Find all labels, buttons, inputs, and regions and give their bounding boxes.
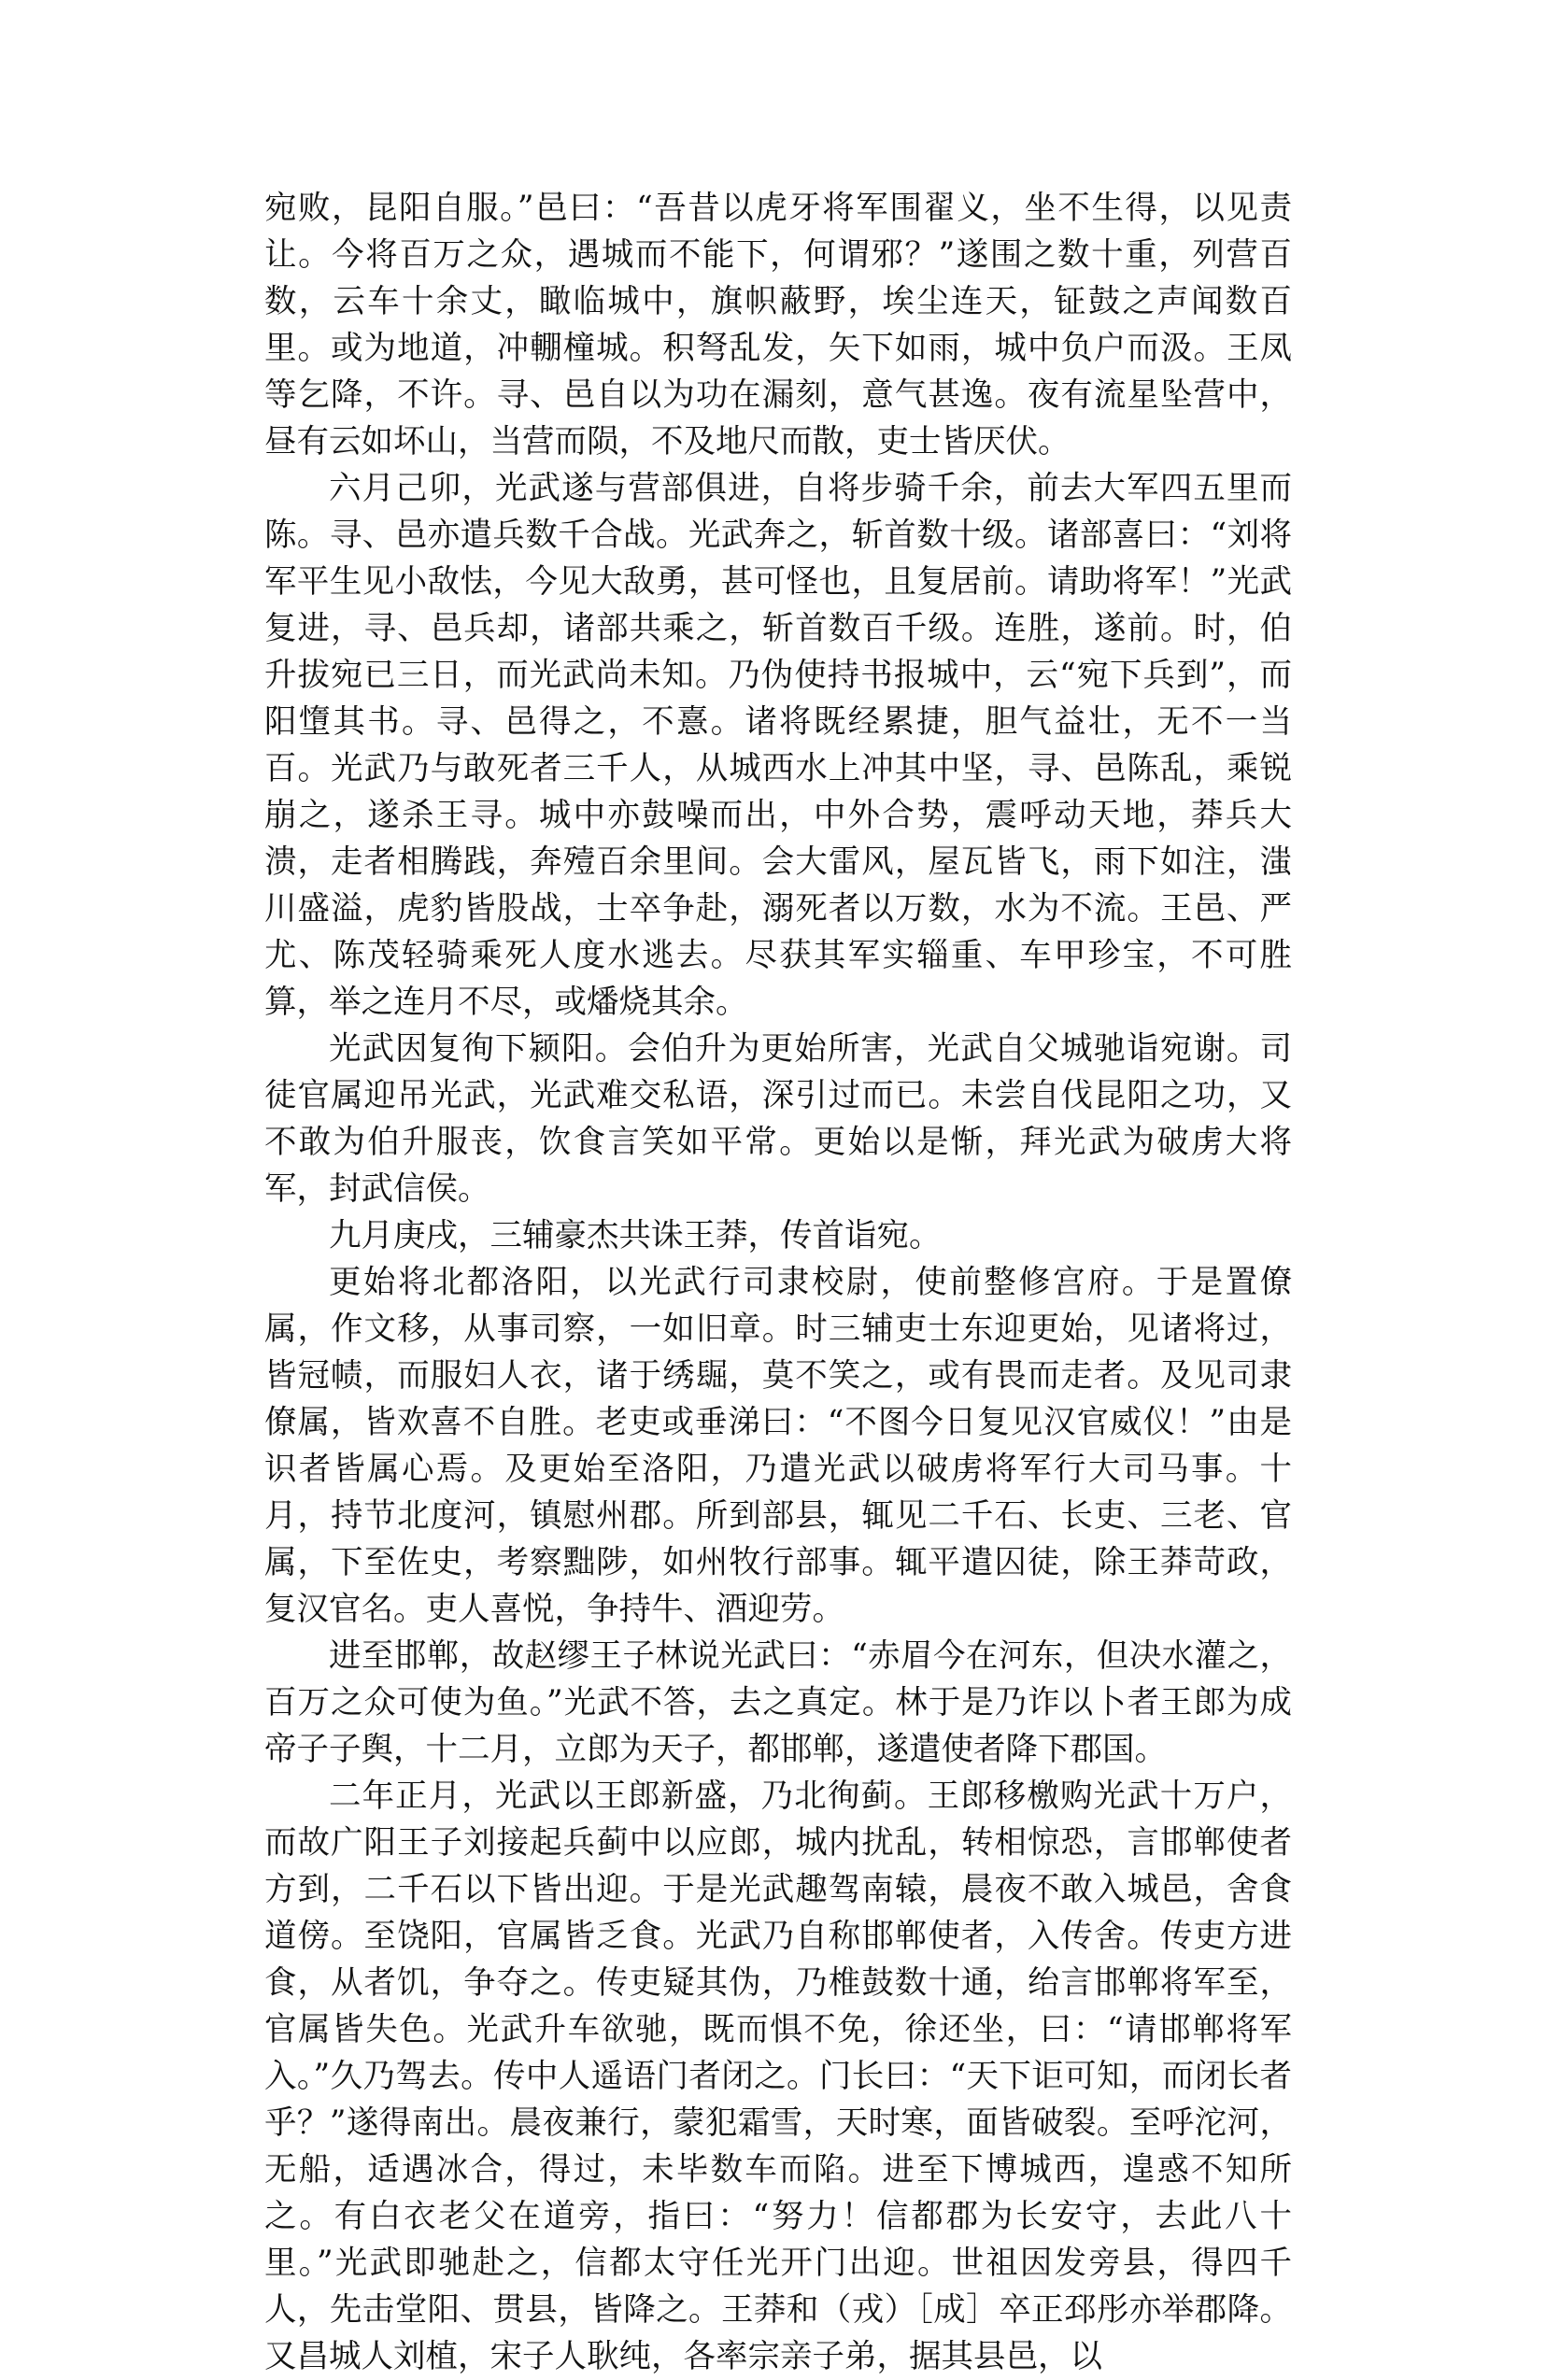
paragraph-3: 光武因复徇下颍阳。会伯升为更始所害，光武自父城驰诣宛谢。司徒官属迎吊光武，光武难交私语，深引过而已。未尝自伐昆阳之功，又不敢为伯升服丧，饮食言笑如平常。更始以是惭，拜光武为破虏大将军，封武信侯。 — [264, 1030, 1292, 1208]
paragraph-1: 宛败，昆阳自服。”邑曰：“吾昔以虎牙将军围翟义，坐不生得，以见责让。今将百万之众，遇城而不能下，何谓邪？”遂围之数十重，列营百数，云车十余丈，瞰临城中，旗帜蔽野，埃尘连天，钲鼓之声闻数百里。或为地道，冲輣橦城。积弩乱发，矢下如雨，城中负户而汲。王凤等乞降，不许。寻、邑自以为功在漏刻，意气甚逸。夜有流星坠营中，昼有云如坏山，当营而陨，不及地尺而散，吏士皆厌伏。 — [264, 190, 1292, 460]
paragraph-6: 进至邯郸，故赵缪王子林说光武曰：“赤眉今在河东，但决水灌之，百万之众可使为鱼。”光武不答，去之真定。林于是乃诈以卜者王郎为成帝子子舆，十二月，立郎为天子，都邯郸，遂遣使者降下郡国。 — [264, 1637, 1292, 1768]
paragraph-7: 二年正月，光武以王郎新盛，乃北徇蓟。王郎移檄购光武十万户，而故广阳王子刘接起兵蓟中以应郎，城内扰乱，转相惊恐，言邯郸使者方到，二千石以下皆出迎。于是光武趣驾南辕，晨夜不敢入城邑，舍食道傍。至饶阳，官属皆乏食。光武乃自称邯郸使者，入传舍。传吏方进食，从者饥，争夺之。传吏疑其伪，乃椎鼓数十通，绐言邯郸将军至，官属皆失色。光武升车欲驰，既而惧不免，徐还坐，曰：“请邯郸将军入。”久乃驾去。传中人遥语门者闭之。门长曰：“天下讵可知，而闭长者乎？”遂得南出。晨夜兼行，蒙犯霜雪，天时寒，面皆破裂。至呼沱河，无船，适遇冰合，得过，未毕数车而陷。进至下博城西，遑惑不知所之。有白衣老父在道旁，指曰：“努力！信都郡为长安守，去此八十里。”光武即驰赴之，信都太守任光开门出迎。世祖因发旁县，得四千人，先击堂阳、贯县，皆降之。王莽和（戎）［成］卒正邳彤亦举郡降。又昌城人刘植，宋子人耿纯，各率宗亲子弟，据其县邑，以 — [264, 1778, 1292, 2375]
paragraph-5: 更始将北都洛阳，以光武行司隶校尉，使前整修宫府。于是置僚属，作文移，从事司察，一如旧章。时三辅吏士东迎更始，见诸将过，皆冠帻，而服妇人衣，诸于绣镼，莫不笑之，或有畏而走者。及见司隶僚属，皆欢喜不自胜。老吏或垂涕曰：“不图今日复见汉官威仪！”由是识者皆属心焉。及更始至洛阳，乃遣光武以破虏将军行大司马事。十月，持节北度河，镇慰州郡。所到部县，辄见二千石、长吏、三老、官属，下至佐史，考察黜陟，如州牧行部事。辄平遣囚徒，除王莽苛政，复汉官名。吏人喜悦，争持牛、酒迎劳。 — [264, 1264, 1292, 1628]
paragraph-4: 九月庚戌，三辅豪杰共诛王莽，传首诣宛。 — [329, 1217, 942, 1254]
document-page — [264, 185, 1292, 2380]
paragraph-2: 六月己卯，光武遂与营部俱进，自将步骑千余，前去大军四五里而陈。寻、邑亦遣兵数千合战。光武奔之，斩首数十级。诸部喜曰：“刘将军平生见小敌怯，今见大敌勇，甚可怪也，且复居前。请助将军！”光武复进，寻、邑兵却，诸部共乘之，斩首数百千级。连胜，遂前。时，伯升拔宛已三日，而光武尚未知。乃伪使持书报城中，云“宛下兵到”，而阳墯其书。寻、邑得之，不憙。诸将既经累捷，胆气益壮，无不一当百。光武乃与敢死者三千人，从城西水上冲其中坚，寻、邑陈乱，乘锐崩之，遂杀王寻。城中亦鼓噪而出，中外合势，震呼动天地，莽兵大溃，走者相腾践，奔殪百余里间。会大雷风，屋瓦皆飞，雨下如注，滍川盛溢，虎豹皆股战，士卒争赴，溺死者以万数，水为不流。王邑、严尤、陈茂轻骑乘死人度水逃去。尽获其军实辎重、车甲珍宝，不可胜算，举之连月不尽，或燔烧其余。 — [264, 470, 1292, 1021]
